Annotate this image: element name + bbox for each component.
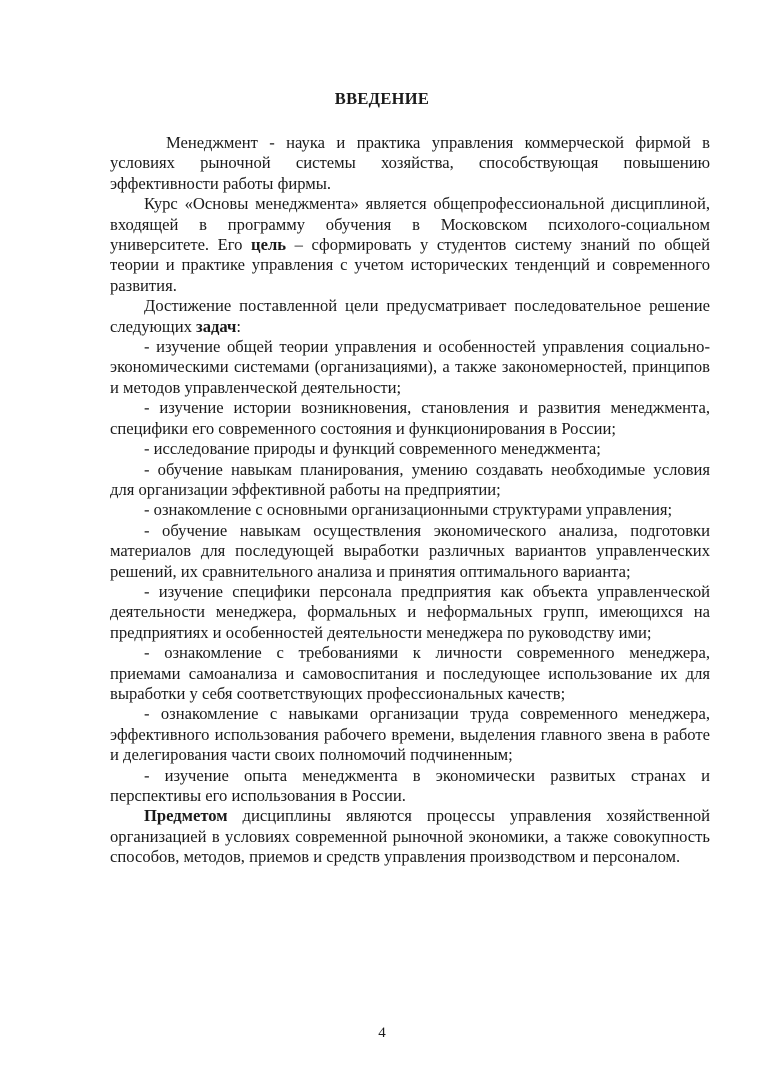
task-item: - изучение опыта менеджмента в экономически развитых странах и перспективы его использования в России. — [110, 765, 710, 805]
tasks-intro-before: Достижение поставленной цели предусматривает последовательное решение следующих — [110, 296, 710, 336]
task-item: - ознакомление с навыками организации труда современного менеджера, эффективного использования рабочего времени, выделения главного звена в работе и делегирования части своих полномочий подчиненным; — [110, 704, 710, 765]
paragraph-subject — [110, 806, 710, 867]
task-item: - изучение специфики персонала предприятия как объекта управленческой деятельности менеджера, формальных и неформальных групп, имеющихся на предприятиях и особенностей деятельности менеджера по руководству ими; — [110, 581, 710, 642]
goal-text-after: – сформировать у студентов систему знаний по общей теории и практике управления с учетом исторических тенденций и современного развития. — [110, 235, 710, 295]
paragraph-goal — [110, 194, 710, 296]
task-item: - обучение навыкам планирования, умению создавать необходимые условия для организации эффективной работы на предприятии; — [110, 459, 710, 499]
task-item: - изучение общей теории управления и особенностей управления социально-экономическими системами (организациями), а также закономерностей, принципов и методов управленческой деятельности; — [110, 337, 710, 397]
paragraph-tasks-intro — [110, 296, 710, 337]
paragraph-definition: Менеджмент - наука и практика управления коммерческой фирмой в условиях рыночной системы хозяйства, способствующая повышению эффективности работы фирмы. — [110, 133, 710, 193]
body-text — [110, 133, 710, 868]
tasks-keyword: задач — [196, 316, 237, 336]
task-item: - обучение навыкам осуществления экономического анализа, подготовки материалов для последующей выработки различных вариантов управленческих решений, их сравнительного анализа и принятия оптимального варианта; — [110, 520, 710, 581]
task-item: - ознакомление с требованиями к личности современного менеджера, приемами самоанализа и самовоспитания и последующее использование их для выработки у себя соответствующих профессиональных качеств; — [110, 643, 710, 703]
goal-text-before: Курс «Основы менеджмента» является общепрофессиональной дисциплиной, входящей в программу обучения в Московском психолого-социальном университете. Его — [110, 194, 710, 255]
subject-text: дисциплины являются процессы управления хозяйственной организацией в условиях современной рыночной экономики, а также совокупность способов, методов, приемов и средств управления производством и персоналом. — [110, 806, 710, 867]
task-item: - изучение истории возникновения, становления и развития менеджмента, специфики его современного состояния и функционирования в России; — [110, 398, 710, 438]
task-item: - ознакомление с основными организационными структурами управления; — [144, 500, 673, 520]
subject-keyword: Предметом — [144, 806, 228, 826]
page-title: ВВЕДЕНИЕ — [334, 89, 430, 108]
tasks-intro-after: : — [236, 316, 242, 336]
page-number: 4 — [378, 1025, 386, 1041]
task-item: - исследование природы и функций современного менеджмента; — [144, 439, 601, 459]
goal-keyword: цель — [251, 235, 287, 255]
